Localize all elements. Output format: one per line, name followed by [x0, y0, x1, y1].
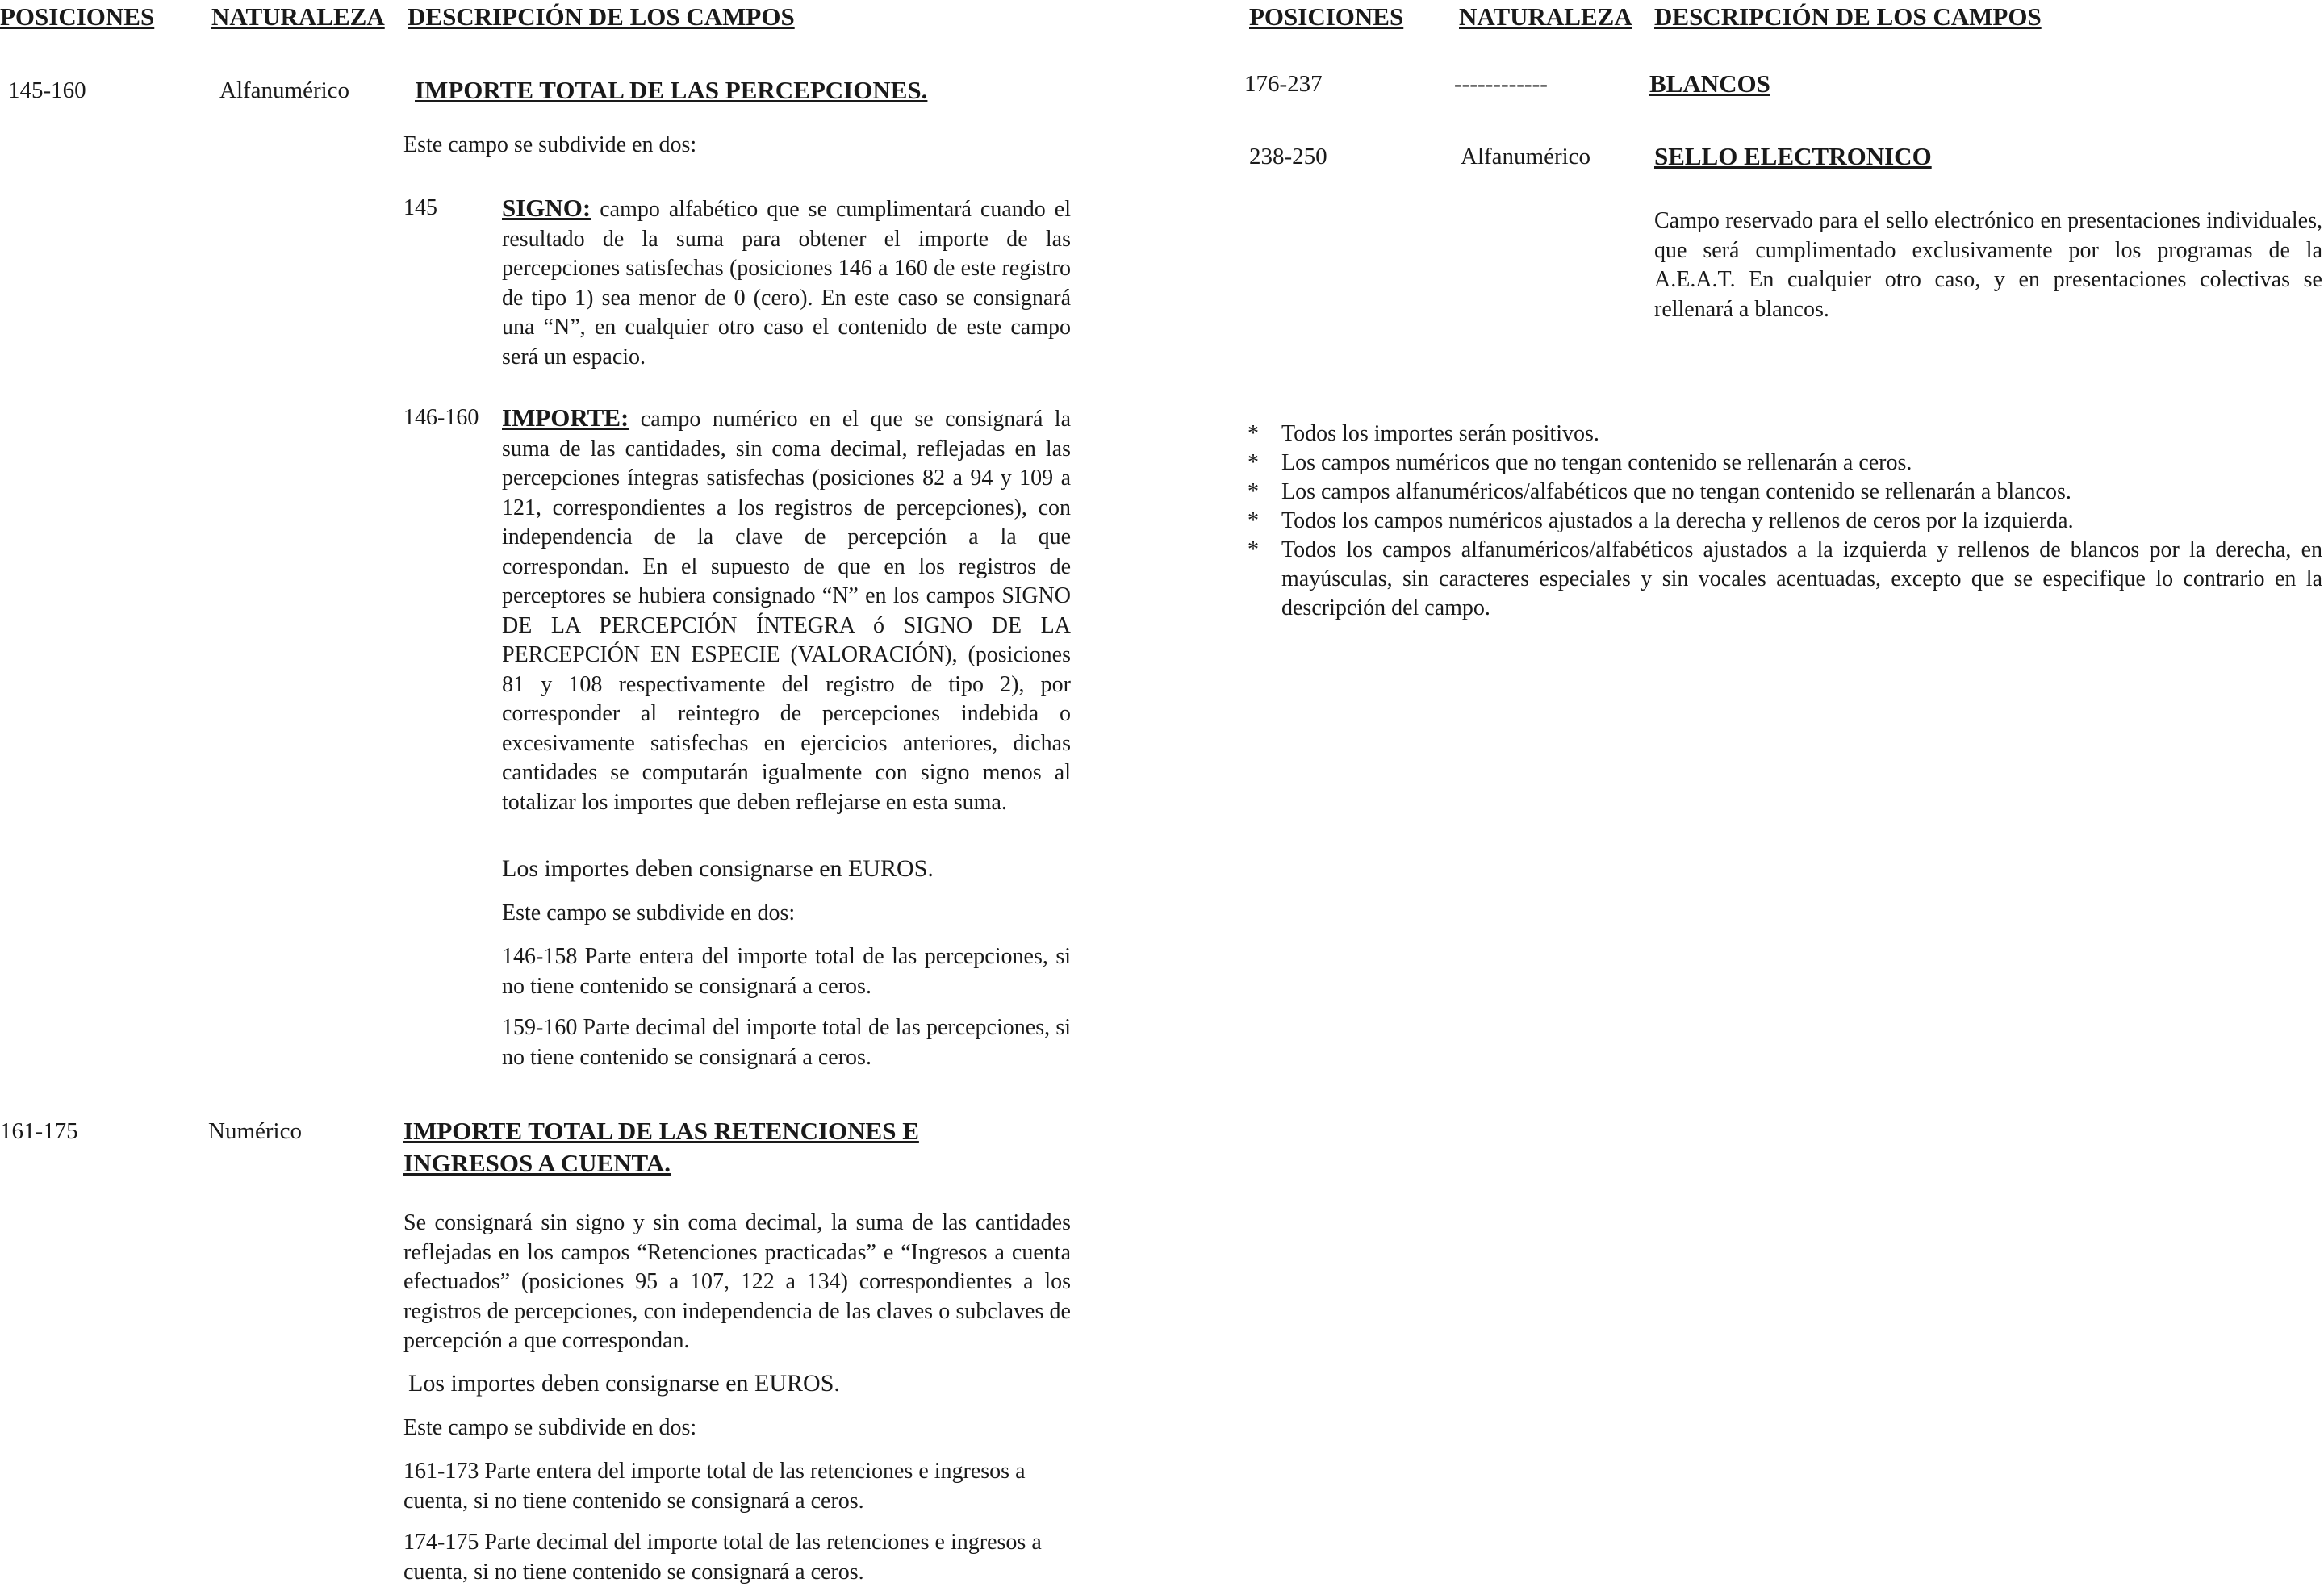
part-entera: 161-173 Parte entera del importe total de las retenciones e ingresos a cuenta, si no tiene contenido se consignará a ceros.: [403, 1459, 1026, 1514]
field-positions: 176-237: [1244, 71, 1323, 97]
field-positions: 238-250: [1249, 144, 1327, 169]
bullet-star-icon: *: [1248, 537, 1259, 562]
importe-keyword: IMPORTE:: [502, 403, 629, 432]
header-descripcion-left: DESCRIPCIÓN DE LOS CAMPOS: [408, 2, 795, 31]
part-decimal: 159-160 Parte decimal del importe total de las percepciones, si no tiene contenido se consignará a ceros.: [502, 1015, 1071, 1070]
bullet-star-icon: *: [1248, 508, 1259, 533]
note-item: [1248, 507, 2322, 536]
field-nature: Numérico: [208, 1118, 302, 1144]
subdivide-intro: Este campo se subdivide en dos:: [502, 900, 796, 925]
note-text: Los campos alfanuméricos/alfabéticos que no tengan contenido se rellenarán a blancos.: [1281, 479, 2071, 504]
bullet-star-icon: *: [1248, 450, 1259, 475]
field-nature: Alfanumérico: [219, 77, 350, 103]
field-nature: ------------: [1454, 71, 1548, 97]
subfield-signo-description: [502, 194, 1071, 372]
subfield-position: 145: [403, 195, 437, 220]
general-notes: [1248, 420, 2322, 623]
header-posiciones-left: POSICIONES: [0, 2, 155, 31]
euros-note: Los importes deben consignarse en EUROS.: [408, 1370, 840, 1397]
part-decimal: 174-175 Parte decimal del importe total de las retenciones e ingresos a cuenta, si no tiene contenido se consignará a ceros.: [403, 1530, 1042, 1585]
note-item: [1248, 536, 2322, 623]
signo-keyword: SIGNO:: [502, 194, 591, 222]
field-positions: 145-160: [8, 77, 86, 103]
field-title: IMPORTE TOTAL DE LAS PERCEPCIONES.: [415, 76, 928, 104]
field-title: IMPORTE TOTAL DE LAS RETENCIONES E INGRESOS A CUENTA.: [403, 1117, 919, 1177]
bullet-star-icon: *: [1248, 421, 1259, 446]
importe-text: campo numérico en el que se consignará la suma de las cantidades, sin coma decimal, reflejadas en las percepciones íntegras satisfechas (posiciones 82 a 94 y 109 a 121, correspondientes a los registros de percepciones), con independencia de la clave de percepción a la que correspondan. En el supuesto de que en los registros de perceptores se hubiera consignado “N” en los campos SIGNO DE LA PERCEPCIÓN ÍNTEGRA ó SIGNO DE LA PERCEPCIÓN EN ESPECIE (VALORACIÓN), (posiciones 81 y 108 respectivamente del registro de tipo 2), por corresponder al reintegro de percepciones indebida o excesivamente satisfechas en ejercicios anteriores, dichas cantidades se computarán igualmente con signo menos al totalizar los importes que deben reflejarse en esta suma.: [502, 407, 1071, 815]
subfield-importe-description: [502, 403, 1071, 817]
subfield-position: 146-160: [403, 405, 479, 430]
header-naturaleza-left: NATURALEZA: [211, 2, 385, 31]
header-posiciones-right: POSICIONES: [1249, 2, 1404, 31]
note-item: [1248, 478, 2322, 507]
note-text: Todos los campos alfanuméricos/alfabéticos ajustados a la izquierda y rellenos de blancos por la derecha, en mayúsculas, sin caracteres especiales y sin vocales acentuadas, excepto que se especifique lo contrario en la descripción del campo.: [1281, 537, 2322, 620]
header-descripcion-right: DESCRIPCIÓN DE LOS CAMPOS: [1654, 2, 2042, 31]
note-text: Los campos numéricos que no tengan contenido se rellenarán a ceros.: [1281, 450, 1912, 475]
note-text: Todos los importes serán positivos.: [1281, 421, 1599, 446]
note-text: Todos los campos numéricos ajustados a la derecha y rellenos de ceros por la izquierda.: [1281, 508, 2074, 533]
signo-text: campo alfabético que se cumplimentará cuando el resultado de la suma para obtener el importe de las percepciones satisfechas (posiciones 146 a 160 de este registro de tipo 1) sea menor de 0 (cero). En este caso se consignará una “N”, en cualquier otro caso el contenido de este campo será un espacio.: [502, 197, 1071, 370]
bullet-star-icon: *: [1248, 479, 1259, 504]
euros-note: Los importes deben consignarse en EUROS.: [502, 855, 934, 882]
field-description: Se consignará sin signo y sin coma decimal, la suma de las cantidades reflejadas en los campos “Retenciones practicadas” e “Ingresos a cuenta efectuados” (posiciones 95 a 107, 122 a 134) correspondientes a los registros de percepciones, con independencia de las claves o subclaves de percepción a que correspondan.: [403, 1210, 1071, 1353]
note-item: [1248, 420, 2322, 449]
note-item: [1248, 449, 2322, 478]
field-title: SELLO ELECTRONICO: [1654, 142, 1932, 170]
subdivide-intro: Este campo se subdivide en dos:: [403, 1415, 697, 1440]
field-positions: 161-175: [0, 1118, 78, 1144]
header-naturaleza-right: NATURALEZA: [1459, 2, 1632, 31]
field-nature: Alfanumérico: [1461, 144, 1591, 169]
subdivide-intro: Este campo se subdivide en dos:: [403, 132, 697, 157]
part-entera: 146-158 Parte entera del importe total de las percepciones, si no tiene contenido se consignará a ceros.: [502, 944, 1071, 999]
field-description: Campo reservado para el sello electrónico en presentaciones individuales, que será cumplimentado exclusivamente por los programas de la A.E.A.T. En cualquier otro caso, y en presentaciones colectivas se rellenará a blancos.: [1654, 208, 2322, 322]
field-title: BLANCOS: [1649, 69, 1770, 98]
